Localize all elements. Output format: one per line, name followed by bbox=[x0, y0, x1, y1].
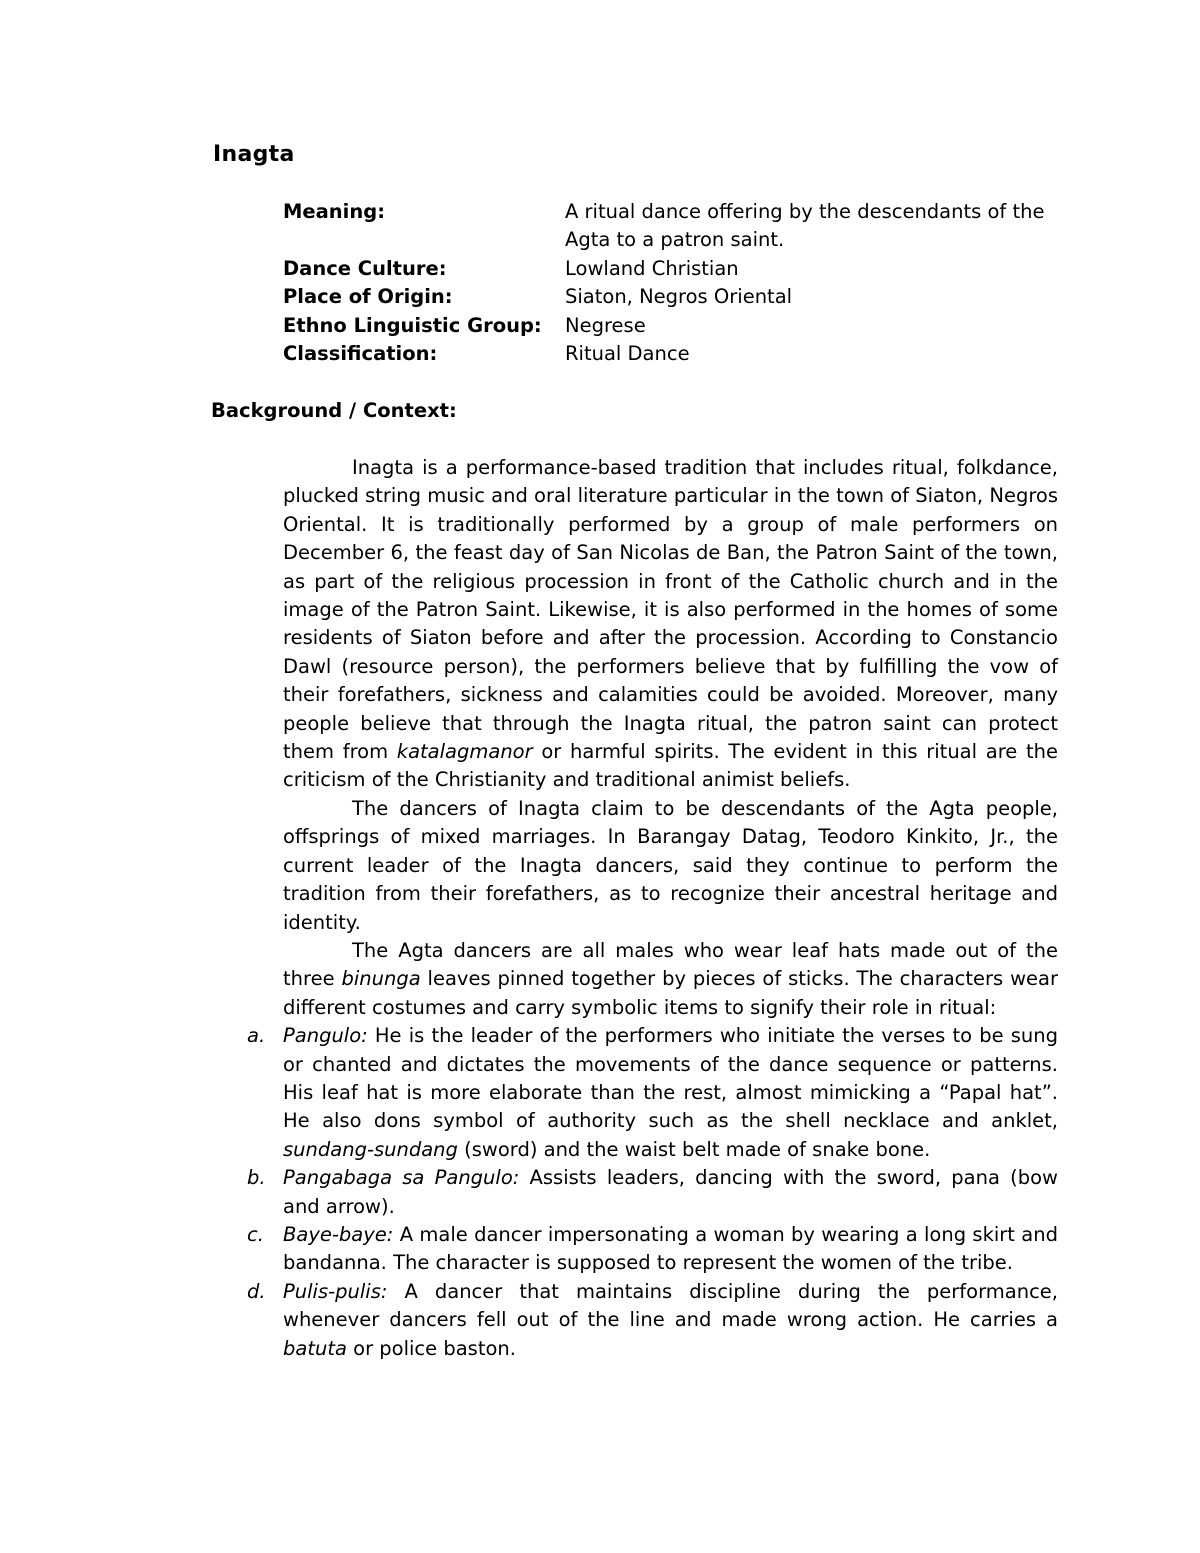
list-item bbox=[247, 1221, 1058, 1278]
character-term: Pangulo: bbox=[283, 1024, 368, 1048]
meta-row-place-of-origin bbox=[283, 283, 1063, 311]
character-term: Baye-baye: bbox=[283, 1222, 394, 1246]
meta-row-classification bbox=[283, 340, 1063, 368]
italic-term: binunga bbox=[341, 967, 421, 991]
character-text: Assists leaders, dancing with the sword, pana (bow and arrow). bbox=[283, 1166, 1058, 1218]
character-text: A male dancer impersonating a woman by wearing a long skirt and bandanna. The character is supposed to represent the women of the tribe. bbox=[283, 1222, 1058, 1275]
meta-label: Place of Origin: bbox=[283, 285, 453, 309]
paragraph-costumes bbox=[283, 937, 1058, 1022]
paragraph-descendants: The dancers of Inagta claim to be descendants of the Agta people, offsprings of mixed marriages. In Barangay Datag, Teodoro Kinkito, Jr., the current leader of the Inagta dancers, said they continue to perform the tradition from their forefathers, as to recognize their ancestral heritage and identity. bbox=[283, 796, 1058, 934]
italic-term: sundang-sundang bbox=[283, 1137, 458, 1161]
list-marker: c. bbox=[247, 1222, 264, 1246]
background-body bbox=[247, 454, 1058, 1363]
meta-value: A ritual dance offering by the descendants of the Agta to a patron saint. bbox=[565, 200, 1045, 252]
paragraph-text: Inagta is a performance-based tradition that includes ritual, folkdance, plucked string music and oral literature particular in the town of Siaton, Negros Oriental. It is traditionally performed by a group of male performers on December 6, the feast day of San Nicolas de Ban, the Patron Saint of the town, as part of the religious procession in front of the Catholic church and in the image of the Patron Saint. Likewise, it is also performed in the homes of some residents of Siaton before and after the procession. According to Constancio Dawl (resource person), the performers believe that by fulfilling the vow of their forefathers, sickness and calamities could be avoided. Moreover, many people believe that through the Inagta ritual, the patron saint can protect them from bbox=[283, 456, 1058, 764]
meta-value: Lowland Christian bbox=[565, 256, 739, 280]
italic-term: batuta bbox=[283, 1336, 347, 1360]
list-item bbox=[247, 1278, 1058, 1363]
meta-label: Meaning: bbox=[283, 200, 385, 223]
meta-label: Dance Culture: bbox=[283, 256, 447, 280]
list-item bbox=[247, 1022, 1058, 1164]
character-text: or police baston. bbox=[346, 1336, 516, 1360]
dance-info-table bbox=[283, 198, 1063, 368]
character-term: Pangabaga sa Pangulo: bbox=[283, 1166, 520, 1190]
background-heading: Background / Context: bbox=[211, 399, 457, 422]
list-item bbox=[247, 1164, 1058, 1221]
paragraph-text: The Agta dancers are all males who wear leaf hats made out of the three bbox=[283, 938, 1058, 991]
paragraph-text: or harmful spirits. The evident in this ritual are the criticism of the Christianity and traditional animist beliefs. bbox=[283, 740, 1058, 792]
meta-value: Siaton, Negros Oriental bbox=[565, 285, 793, 309]
character-text: (sword) and the waist belt made of snake bone. bbox=[457, 1137, 931, 1161]
paragraph-text: leaves pinned together by pieces of sticks. The characters wear different costumes and carry symbolic items to signify their role in ritual: bbox=[283, 967, 1058, 1019]
meta-label: Classification: bbox=[283, 342, 438, 366]
meta-value: Negrese bbox=[565, 313, 646, 337]
character-term: Pulis-pulis: bbox=[283, 1279, 388, 1303]
document-title: Inagta bbox=[213, 142, 295, 167]
meta-label: Ethno Linguistic Group: bbox=[283, 313, 542, 337]
meta-value: Ritual Dance bbox=[565, 342, 690, 366]
list-marker: b. bbox=[247, 1166, 266, 1190]
character-text: He is the leader of the performers who initiate the verses to be sung or chanted and dictates the movements of the dance sequence or patterns. His leaf hat is more elaborate than the rest, almost mimicking a “Papal hat”. He also dons symbol of authority such as the shell necklace and anklet, bbox=[283, 1024, 1058, 1133]
italic-term: katalagmanor bbox=[396, 740, 533, 764]
meta-row-meaning bbox=[283, 198, 1063, 255]
character-list bbox=[247, 1022, 1058, 1363]
list-marker: a. bbox=[247, 1024, 266, 1048]
meta-row-ethno-linguistic-group bbox=[283, 312, 1063, 340]
list-marker: d. bbox=[247, 1279, 266, 1303]
character-text: A dancer that maintains discipline during the performance, whenever dancers fell out of the line and made wrong action. He carries a bbox=[283, 1279, 1058, 1332]
paragraph-tradition bbox=[283, 454, 1058, 795]
meta-row-dance-culture bbox=[283, 255, 1063, 283]
